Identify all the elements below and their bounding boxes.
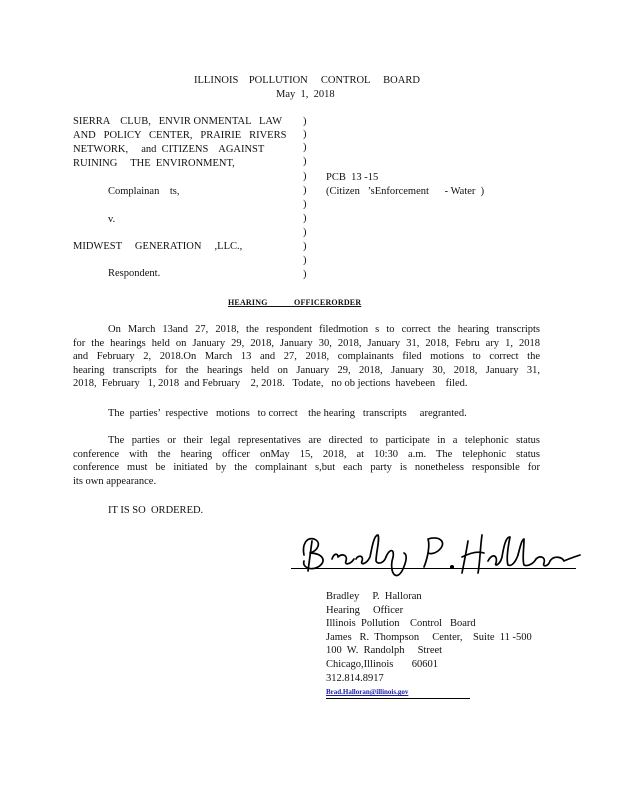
order-date: May 1, 2018	[276, 89, 335, 100]
signer-name: Bradley P. Halloran	[326, 591, 422, 602]
signature-line	[291, 568, 576, 569]
paragraph-3	[73, 434, 540, 488]
caption-paren: )	[303, 142, 307, 153]
paragraph-line: The parties or their legal representatives are directed to participate in a telephonic status	[108, 435, 540, 446]
so-ordered: IT IS SO ORDERED.	[108, 505, 204, 516]
paragraph-line: conference must be initiated by the complainant s,but each party is nonetheless responsible for	[73, 462, 540, 473]
caption-paren: )	[303, 269, 307, 280]
paragraph-line: and February 2, 2018.On March 13 and 27, 2018, complainants filed motions to correct the	[73, 351, 540, 362]
respondent-name: MIDWEST GENERATION ,LLC.,	[73, 241, 243, 252]
caption-paren: )	[303, 227, 307, 238]
signature-block	[326, 590, 532, 700]
caption-paren: )	[303, 116, 307, 127]
paragraph-line: conference with the hearing officer onMay 15, 2018, at 10:30 a.m. The telephonic status	[73, 448, 540, 460]
paragraph-1	[73, 323, 540, 391]
caption-paren: )	[303, 156, 307, 167]
caption-paren: )	[303, 241, 307, 252]
handwritten-signature	[292, 527, 582, 583]
paragraph-line: hearing transcripts for the hearings held on January 29, 2018, January 30, 2018, January 31,	[73, 364, 540, 376]
signer-organization: Illinois Pollution Control Board	[326, 618, 476, 630]
paragraph-2: The parties’ respective motions to correct the hearing transcripts aregranted.	[108, 408, 467, 419]
party-line-4: RUINING THE ENVIRONMENT,	[73, 158, 235, 169]
email-underline	[326, 698, 470, 699]
board-title: ILLINOIS POLLUTION CONTROL BOARD	[194, 75, 420, 86]
caption-paren: )	[303, 199, 307, 210]
caption-paren: )	[303, 213, 307, 224]
party-line-1: SIERRA CLUB, ENVIR ONMENTAL LAW	[73, 116, 283, 127]
signer-phone: 312.814.8917	[326, 672, 384, 684]
versus-label: v.	[108, 214, 116, 225]
respondent-label: Respondent.	[108, 268, 161, 279]
signer-address-1: James R. Thompson Center, Suite 11 -500	[326, 631, 532, 643]
caption-paren: )	[303, 185, 307, 196]
order-heading: HEARING OFFICERORDER	[228, 298, 362, 307]
signer-title: Hearing Officer	[326, 604, 404, 616]
caption-paren: )	[303, 129, 307, 140]
signer-city: Chicago,Illinois 60601	[326, 658, 438, 670]
paragraph-line: its own appearance.	[73, 475, 157, 487]
case-number: PCB 13 -15	[326, 172, 379, 183]
paragraph-line: for the hearings held on January 29, 2018, January 30, 2018, January 31, 2018, Febru ary 1, 2018	[73, 337, 540, 349]
paragraph-line: On March 13and 27, 2018, the respondent filedmotion s to correct the hearing transcripts	[108, 324, 540, 335]
caption-paren: )	[303, 255, 307, 266]
signer-email-link[interactable]: Brad.Halloran@illinois.gov	[326, 688, 409, 697]
caption-paren: )	[303, 171, 307, 182]
case-type: (Citizen ’sEnforcement - Water )	[326, 186, 485, 197]
party-line-2: AND POLICY CENTER, PRAIRIE RIVERS	[73, 130, 287, 141]
signer-address-2: 100 W. Randolph Street	[326, 645, 443, 657]
paragraph-line: 2018, February 1, 2018 and February 2, 2018. Todate, no ob jections havebeen filed.	[73, 378, 468, 389]
complainants-label: Complainan ts,	[108, 186, 180, 197]
party-line-3: NETWORK, and CITIZENS AGAINST	[73, 144, 265, 155]
